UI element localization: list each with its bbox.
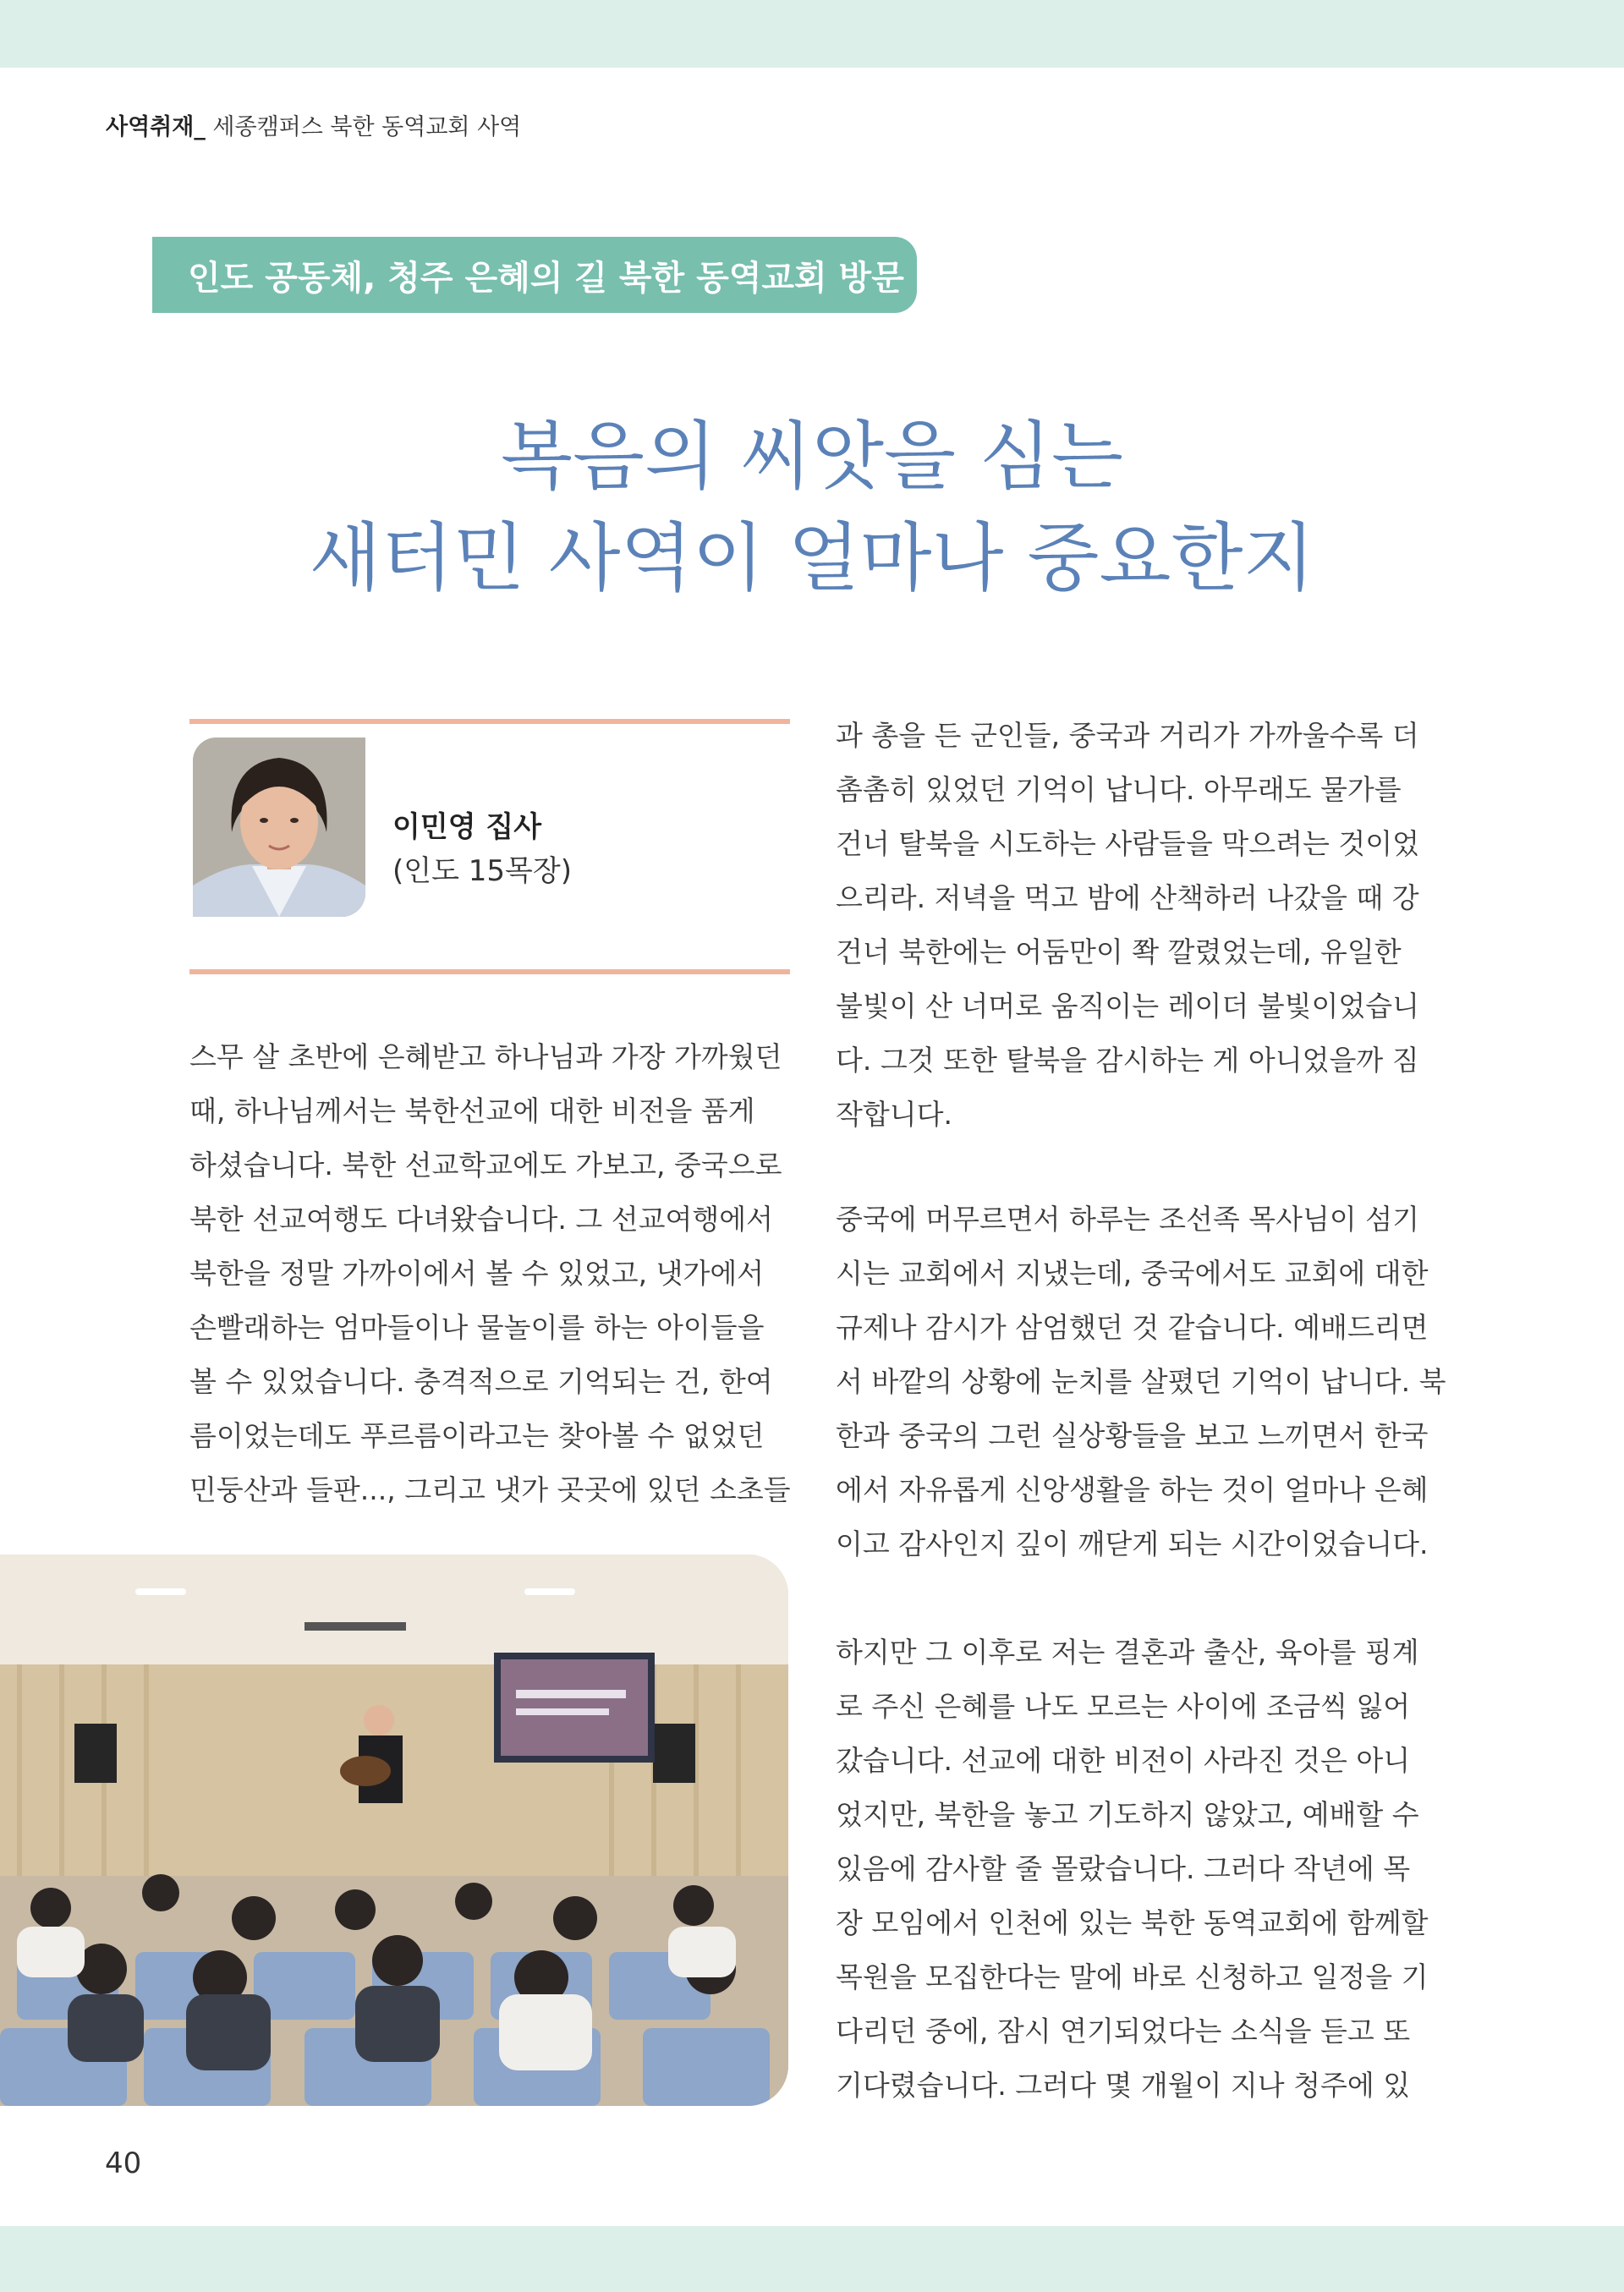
text-line: 스무 살 초반에 은혜받고 하나님과 가장 가까웠던 bbox=[189, 1040, 782, 1073]
text-line: 건너 북한에는 어둠만이 쫙 깔렸었는데, 유일한 bbox=[836, 935, 1402, 968]
article-headline bbox=[0, 406, 1624, 609]
headline-line-1: 복음의 씨앗을 심는 bbox=[500, 413, 1123, 500]
right-paragraph-2 bbox=[836, 1193, 1446, 1571]
text-line: 하지만 그 이후로 저는 결혼과 출산, 육아를 핑계 bbox=[836, 1636, 1419, 1669]
page-number: 40 bbox=[105, 2147, 142, 2180]
worship-photo bbox=[0, 1555, 788, 2106]
text-line: 손빨래하는 엄마들이나 물놀이를 하는 아이들을 bbox=[189, 1311, 765, 1344]
profile-bottom-rule bbox=[189, 969, 790, 974]
text-line: 때, 하나님께서는 북한선교에 대한 비전을 품게 bbox=[189, 1094, 755, 1127]
text-line: 불빛이 산 너머로 움직이는 레이더 불빛이었습니 bbox=[836, 990, 1420, 1023]
text-line: 었지만, 북한을 놓고 기도하지 않았고, 예배할 수 bbox=[836, 1798, 1419, 1831]
text-line: 로 주신 은혜를 나도 모르는 사이에 조금씩 잃어 bbox=[836, 1690, 1411, 1723]
text-line: 하셨습니다. 북한 선교학교에도 가보고, 중국으로 bbox=[189, 1149, 782, 1182]
running-header-title: 세종캠퍼스 북한 동역교회 사역 bbox=[212, 114, 522, 140]
text-line: 기다렸습니다. 그러다 몇 개월이 지나 청주에 있 bbox=[836, 2069, 1411, 2102]
text-line: 다. 그것 또한 탈북을 감시하는 게 아니었을까 짐 bbox=[836, 1044, 1419, 1077]
running-header bbox=[106, 108, 521, 141]
text-line: 서 바깥의 상황에 눈치를 살폈던 기억이 납니다. 북 bbox=[836, 1365, 1446, 1398]
text-line: 북한 선교여행도 다녀왔습니다. 그 선교여행에서 bbox=[189, 1203, 774, 1236]
text-line: 다리던 중에, 잠시 연기되었다는 소식을 듣고 또 bbox=[836, 2015, 1411, 2048]
text-line: 규제나 감시가 삼엄했던 것 같습니다. 예배드리면 bbox=[836, 1311, 1429, 1344]
text-line: 목원을 모집한다는 말에 바로 신청하고 일정을 기 bbox=[836, 1960, 1429, 1993]
text-line: 있음에 감사할 줄 몰랐습니다. 그러다 작년에 목 bbox=[836, 1852, 1411, 1885]
text-line: 민둥산과 들판..., 그리고 냇가 곳곳에 있던 소초들 bbox=[189, 1473, 791, 1506]
bottom-band bbox=[0, 2226, 1624, 2292]
profile-top-rule bbox=[189, 719, 790, 724]
author-role: (인도 15목장) bbox=[392, 854, 572, 888]
text-line: 볼 수 있었습니다. 충격적으로 기억되는 건, 한여 bbox=[189, 1365, 773, 1398]
section-tag bbox=[152, 237, 917, 313]
left-paragraph-1 bbox=[189, 1030, 791, 1517]
text-line: 갔습니다. 선교에 대한 비전이 사라진 것은 아니 bbox=[836, 1744, 1411, 1777]
running-header-label: 사역취재_ bbox=[106, 114, 206, 140]
author-name: 이민영 집사 bbox=[392, 810, 542, 844]
author-profile bbox=[189, 719, 790, 974]
text-line: 중국에 머무르면서 하루는 조선족 목사님이 섬기 bbox=[836, 1203, 1420, 1236]
text-line: 촘촘히 있었던 기억이 납니다. 아무래도 물가를 bbox=[836, 773, 1402, 806]
text-line: 에서 자유롭게 신앙생활을 하는 것이 얼마나 은혜 bbox=[836, 1473, 1429, 1506]
text-line: 한과 중국의 그런 실상황들을 보고 느끼면서 한국 bbox=[836, 1419, 1429, 1452]
headline-line-2: 새터민 사역이 얼마나 중요한지 bbox=[309, 514, 1315, 601]
right-paragraph-1 bbox=[836, 709, 1419, 1142]
text-line: 으리라. 저녁을 먹고 밤에 산책하러 나갔을 때 강 bbox=[836, 881, 1419, 914]
text-line: 건너 탈북을 시도하는 사람들을 막으려는 것이었 bbox=[836, 827, 1420, 860]
text-line: 시는 교회에서 지냈는데, 중국에서도 교회에 대한 bbox=[836, 1257, 1429, 1290]
text-line: 름이었는데도 푸르름이라고는 찾아볼 수 없었던 bbox=[189, 1419, 765, 1452]
text-line: 장 모임에서 인천에 있는 북한 동역교회에 함께할 bbox=[836, 1906, 1429, 1939]
author-portrait bbox=[193, 737, 365, 917]
section-tag-text: 인도 공동체, 청주 은혜의 길 북한 동역교회 방문 bbox=[188, 258, 904, 298]
text-line: 북한을 정말 가까이에서 볼 수 있었고, 냇가에서 bbox=[189, 1257, 765, 1290]
text-line: 과 총을 든 군인들, 중국과 거리가 가까울수록 더 bbox=[836, 719, 1419, 752]
top-band bbox=[0, 0, 1624, 68]
text-line: 이고 감사인지 깊이 깨닫게 되는 시간이었습니다. bbox=[836, 1527, 1429, 1560]
text-line: 작합니다. bbox=[836, 1098, 953, 1131]
right-paragraph-3 bbox=[836, 1626, 1429, 2113]
